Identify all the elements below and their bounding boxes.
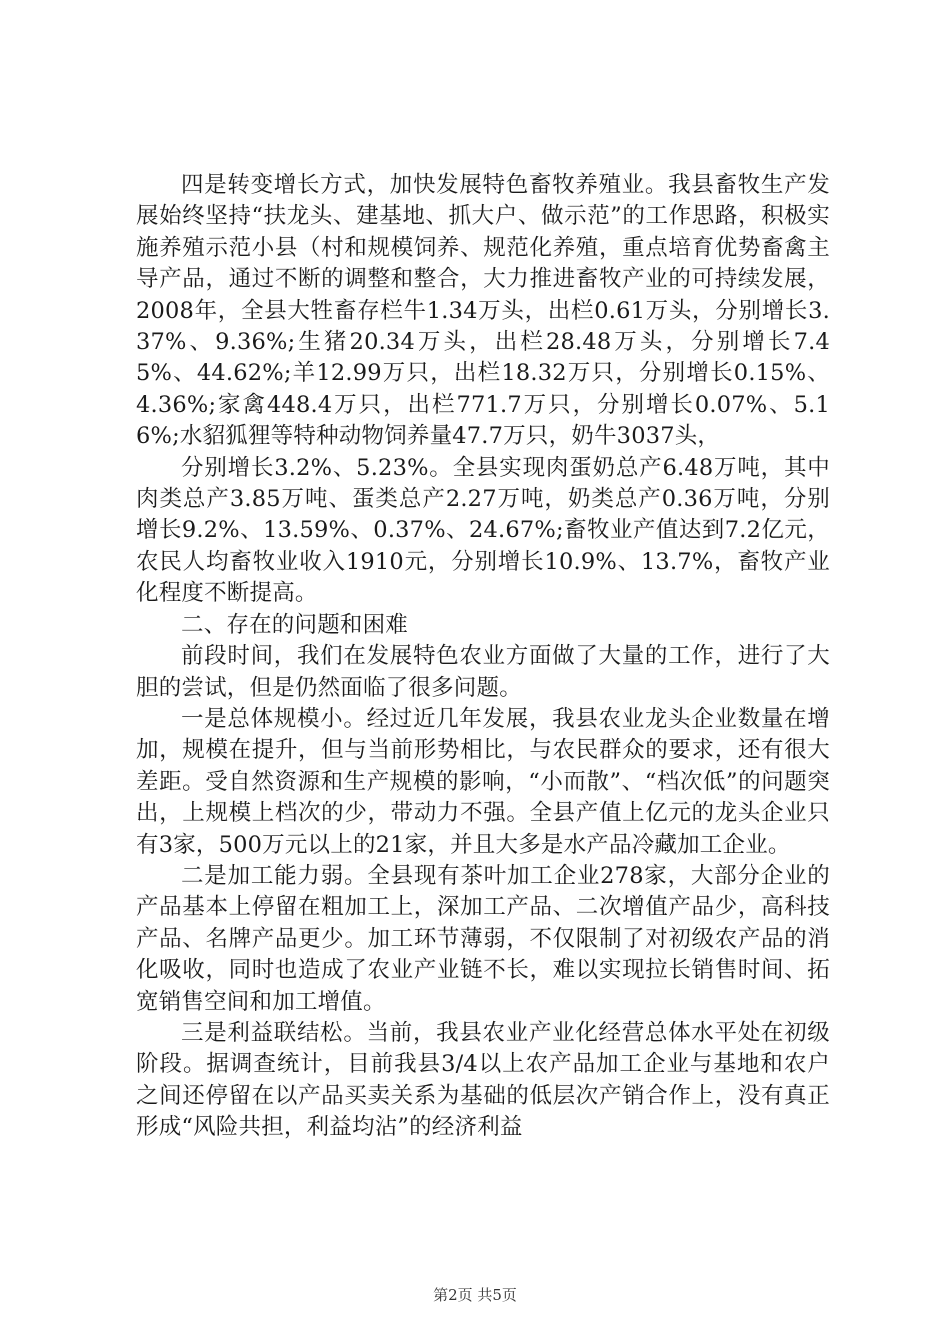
document-body [136,170,830,1144]
paragraph-livestock-output: 分别增长3.2%、5.23%。全县实现肉蛋奶总产6.48万吨，其中肉类总产3.85万吨、蛋类总产2.27万吨，奶类总产0.36万吨，分别增长9.2%、13.59%、0.37%、24.67%;畜牧业产值达到7.2亿元，农民人均畜牧业收入1910元，分别增长10.9%、13.7%，畜牧产业化程度不断提高。 [136,454,830,607]
section-heading-problems: 二、存在的问题和困难 [181,611,409,638]
paragraph-loose-interests: 三是利益联结松。当前，我县农业产业化经营总体水平处在初级阶段。据调查统计，目前我县3/4以上农产品加工企业与基地和农户之间还停留在以产品买卖关系为基础的低层次产销合作上，没有真正形成“风险共担，利益均沾”的经济利益 [136,1019,830,1141]
page-number-footer: 第2页 共5页 [433,1286,517,1304]
paragraph-weak-processing: 二是加工能力弱。全县现有茶叶加工企业278家，大部分企业的产品基本上停留在粗加工上，深加工产品、二次增值产品少，高科技产品、名牌产品更少。加工环节薄弱，不仅限制了对初级农产品的消化吸收，同时也造成了农业产业链不长，难以实现拉长销售时间、拓宽销售空间和加工增值。 [136,862,830,1015]
paragraph-livestock-strategy: 四是转变增长方式，加快发展特色畜牧养殖业。我县畜牧生产发展始终坚持“扶龙头、建基地、抓大户、做示范”的工作思路，积极实施养殖示范小县（村和规模饲养、规范化养殖，重点培育优势畜禽主导产品，通过不断的调整和整合，大力推进畜牧产业的可持续发展，2008年，全县大牲畜存栏牛1.34万头，出栏0.61万头，分别增长3.37%、9.36%;生猪20.34万头，出栏28.48万头，分别增长7.45%、44.62%;羊12.99万只，出栏18.32万只，分别增长0.15%、4.36%;家禽448.4万只，出栏771.7万只，分别增长0.07%、5.16%;水貂狐狸等特种动物饲养量47.7万只，奶牛3037头， [136,172,830,450]
paragraph-small-scale: 一是总体规模小。经过近几年发展，我县农业龙头企业数量在增加，规模在提升，但与当前形势相比，与农民群众的要求，还有很大差距。受自然资源和生产规模的影响，“小而散”、“档次低”的问题突出，上规模上档次的少，带动力不强。全县产值上亿元的龙头企业只有3家，500万元以上的21家，并且大多是水产品冷藏加工企业。 [136,705,830,858]
paragraph-problems-intro: 前段时间，我们在发展特色农业方面做了大量的工作，进行了大胆的尝试，但是仍然面临了很多问题。 [136,643,830,701]
